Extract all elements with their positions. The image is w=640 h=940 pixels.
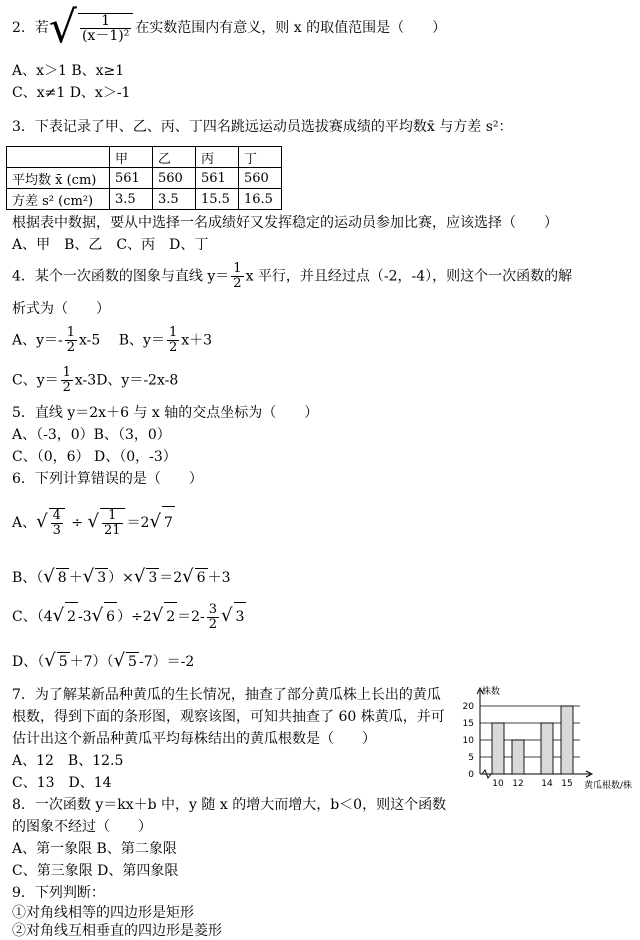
y-tick-label: 20: [462, 702, 474, 712]
x-tick-label: 10: [492, 779, 504, 789]
q4-stem-2: 析式为（ ）: [12, 301, 110, 317]
q7-line-2: 根数，得到下面的条形图，观察该图，可知共抽查了 60 株黄瓜，并可: [12, 709, 445, 725]
q6-a-fraction-1: [49, 508, 65, 538]
score-table: [6, 146, 282, 210]
q2-fraction: [78, 13, 133, 43]
fraction-numerator: 3: [208, 601, 218, 617]
q3-options: A、甲 B、乙 C、丙 D、丁: [12, 237, 209, 253]
fraction-numerator: 4: [52, 508, 61, 523]
table-cell: 丙: [196, 147, 239, 168]
q3-stem: 3．下表记录了甲、乙、丙、丁四名跳远运动员选拔赛成绩的平均数x̄ 与方差 s²：: [12, 119, 513, 135]
radicand: 6: [196, 570, 206, 586]
times-part: ）×: [108, 570, 134, 586]
radicand: 2: [65, 602, 78, 631]
sqrt-sign: √: [82, 566, 95, 587]
fraction-numerator: 1: [62, 365, 71, 380]
q8-line-2: 的图象不经过（ ）: [12, 819, 152, 835]
q5-options-ab: A、（-3，0）B、（3，0）: [12, 427, 171, 443]
radicand: 3: [148, 570, 158, 586]
fraction-denominator: 2: [66, 340, 76, 355]
fraction-denominator: 21: [104, 523, 121, 538]
bar-chart: [448, 684, 633, 794]
y-tick-label: 0: [468, 770, 474, 780]
q7-line-1: 7．为了解某新品种黄瓜的生长情况，抽查了部分黄瓜株上长出的黄瓜: [12, 687, 441, 703]
option-label: B、（: [12, 570, 44, 586]
fraction-numerator: 1: [66, 325, 76, 340]
q6-option-b: [12, 568, 231, 587]
q6-option-d: [12, 652, 194, 671]
equals-part: ＝2: [159, 570, 183, 586]
q8-line-3: A、第一象限 B、第二象限: [12, 841, 177, 857]
q9-line-2: ①对角线相等的四边形是矩形: [12, 905, 194, 921]
sqrt-sign: √: [151, 605, 164, 626]
q4-stem: [12, 262, 572, 291]
sqrt-sign: √: [91, 605, 104, 626]
q4-opt-c: C、y＝: [12, 372, 59, 389]
q6-stem: 6．下列计算错误的是（ ）: [12, 471, 203, 487]
y-tick-label: 10: [462, 736, 474, 746]
q4-opt-b-fraction: [167, 326, 179, 355]
table-row: [7, 189, 282, 210]
q8-line-1: 8．一次函数 y＝kx＋b 中，y 随 x 的增大而增大，b＜0，则这个函数: [12, 797, 447, 813]
q4-opt-c-tail: x-3D、y＝-2x-8: [74, 372, 179, 389]
sqrt-sign: √: [149, 511, 161, 532]
q6-a-fraction-2: [100, 508, 125, 538]
fraction-denominator: 2: [168, 340, 178, 355]
q4-opt-a-fraction: [65, 326, 77, 355]
radicand: 5: [58, 654, 68, 670]
y-axis-title: 株数: [482, 687, 501, 697]
sqrt-sign: √: [43, 566, 55, 587]
q2-numerator: 1: [80, 14, 131, 29]
radicand: 3: [234, 602, 247, 631]
table-cell: 乙: [153, 147, 196, 168]
radicand: 5: [128, 654, 137, 670]
table-cell: 560: [153, 168, 196, 189]
fraction-denominator: 2: [233, 276, 242, 291]
q4-fraction: [231, 262, 243, 291]
x-tick-label: 14: [541, 779, 553, 789]
fraction-numerator: 1: [168, 325, 178, 340]
q7-line-4: A、12 B、12.5: [12, 753, 124, 769]
radicand: 8: [57, 570, 67, 586]
x-tick-label: 12: [512, 779, 524, 789]
radicand: 3: [97, 570, 107, 586]
q5-stem: 5．直线 y＝2x＋6 与 x 轴的交点坐标为（ ）: [12, 405, 319, 421]
minus-part: -3: [78, 609, 92, 625]
equals-part: ＝2-: [177, 609, 205, 625]
q2-stem: [12, 2, 447, 53]
q4-stem-a: 4．某个一次函数的图象与直线 y＝: [12, 268, 230, 285]
q5-options-cd: C、（0，6） D、（0，-3）: [12, 449, 177, 465]
tail: -7）＝-2: [138, 654, 195, 670]
bar: [541, 723, 553, 774]
sqrt-sign: √: [44, 650, 56, 671]
fraction-numerator: 1: [102, 509, 123, 524]
fraction-denominator: 2: [208, 616, 218, 632]
table-cell: 561: [196, 168, 239, 189]
sqrt-sign: √: [36, 511, 48, 532]
q4-options-ab: [12, 326, 212, 355]
q2-options-ab: A、x＞1 B、x≥1: [12, 63, 125, 79]
q9-line-3: ②对角线互相垂直的四边形是菱形: [12, 923, 222, 939]
q2-denominator: (x－1)²: [81, 28, 130, 44]
equals-part: ＝2: [126, 515, 150, 531]
table-cell: 方差 s² (cm²): [7, 189, 110, 210]
q7-line-3: 估计出这个新品种黄瓜平均每株结出的黄瓜根数是（ ）: [12, 731, 376, 747]
table-cell: 16.5: [239, 189, 282, 210]
table-row: [7, 147, 282, 168]
table-cell: 丁: [239, 147, 282, 168]
fraction-denominator: 3: [52, 523, 61, 538]
radicand: 2: [164, 602, 177, 631]
bar: [512, 740, 524, 774]
plus-sign: ＋: [68, 570, 83, 586]
radicand: 6: [104, 602, 117, 631]
q2-options-cd: C、x≠1 D、x＞-1: [12, 85, 131, 101]
q4-stem-b: x 平行，并且经过点（-2，-4），则这个一次函数的解: [245, 268, 573, 285]
bar: [492, 723, 504, 774]
q4-opt-a: A、y＝-: [12, 332, 63, 349]
q2-prefix: 2．若: [12, 20, 49, 36]
option-label: A、: [12, 515, 37, 531]
x-axis-title: 黄瓜根数/株: [584, 781, 633, 791]
middle-part: ＋7）（: [69, 654, 114, 670]
fraction-numerator: 1: [233, 261, 242, 276]
table-cell: [7, 147, 110, 168]
q8-line-4: C、第三象限 D、第四象限: [12, 863, 179, 879]
q4-opt-c-fraction: [61, 366, 73, 395]
divide-part: ）÷2: [117, 609, 152, 625]
table-cell: 3.5: [110, 189, 153, 210]
q7-line-5: C、13 D、14: [12, 775, 112, 791]
tail: ＋3: [207, 570, 231, 586]
sqrt-sign: √: [133, 566, 146, 587]
radicand: 7: [162, 506, 175, 539]
table-cell: 甲: [110, 147, 153, 168]
y-tick-label: 5: [468, 753, 474, 763]
table-cell: 平均数 x̄ (cm): [7, 168, 110, 189]
sqrt-sign: √: [87, 511, 100, 532]
bar: [561, 706, 573, 774]
table-cell: 561: [110, 168, 153, 189]
sqrt-sign: √: [113, 650, 126, 671]
q3-after: 根据表中数据，要从中选择一名成绩好又发挥稳定的运动员参加比赛，应该选择（ ）: [12, 215, 558, 231]
fraction-denominator: 2: [62, 380, 71, 395]
q6-option-a: [12, 506, 175, 539]
q6-option-c: [12, 602, 246, 632]
table-cell: 15.5: [196, 189, 239, 210]
table-cell: 560: [239, 168, 282, 189]
q4-opt-b-tail: x＋3: [181, 332, 213, 349]
q4-options-cd: [12, 366, 178, 395]
table-cell: 3.5: [153, 189, 196, 210]
option-label: C、（4: [12, 609, 53, 625]
q4-opt-a-tail: x-5 B、y＝: [79, 332, 165, 349]
option-label: D、（: [12, 654, 45, 670]
q6-c-fraction: [207, 603, 219, 632]
sqrt-sign: √: [48, 2, 77, 53]
q9-line-1: 9．下列判断：: [12, 885, 105, 901]
sqrt-sign: √: [52, 605, 65, 626]
q2-suffix: 在实数范围内有意义，则 x 的取值范围是（ ）: [135, 20, 447, 36]
divide-sign: ÷: [71, 515, 84, 531]
sqrt-sign: √: [182, 566, 194, 587]
table-row: [7, 168, 282, 189]
y-tick-label: 15: [462, 719, 474, 729]
sqrt-sign: √: [221, 605, 233, 626]
x-tick-label: 15: [561, 779, 573, 789]
